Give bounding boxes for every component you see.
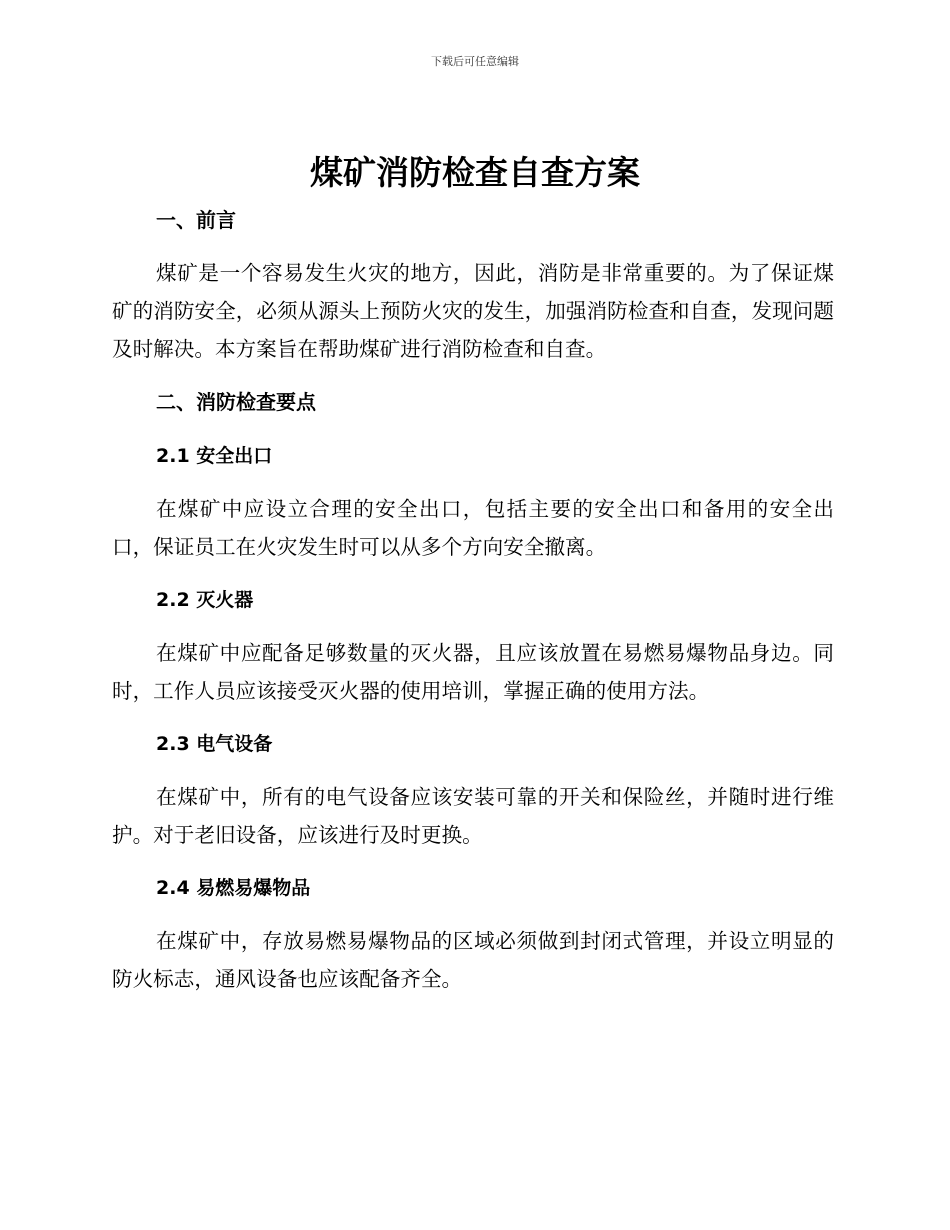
subsection-heading-flammables: 2.4 易燃易爆物品 bbox=[156, 877, 311, 899]
page-header-note: 下载后可任意编辑 bbox=[431, 55, 519, 68]
paragraph-electrical: 在煤矿中，所有的电气设备应该安装可靠的开关和保险丝，并随时进行维护。对于老旧设备，应该进行及时更换。 bbox=[112, 785, 834, 847]
paragraph-preface: 煤矿是一个容易发生火灾的地方，因此，消防是非常重要的。为了保证煤矿的消防安全，必须从源头上预防火灾的发生，加强消防检查和自查，发现问题及时解决。本方案旨在帮助煤矿进行消防检查和自查。 bbox=[112, 261, 834, 361]
subsection-heading-extinguishers: 2.2 灭火器 bbox=[156, 589, 254, 611]
paragraph-flammables: 在煤矿中，存放易燃易爆物品的区域必须做到封闭式管理，并设立明显的防火标志，通风设备也应该配备齐全。 bbox=[112, 929, 834, 991]
subsection-heading-electrical: 2.3 电气设备 bbox=[156, 733, 273, 755]
subsection-heading-safety-exits: 2.1 安全出口 bbox=[156, 445, 273, 467]
paragraph-extinguishers: 在煤矿中应配备足够数量的灭火器，且应该放置在易燃易爆物品身边。同时，工作人员应该接受灭火器的使用培训，掌握正确的使用方法。 bbox=[112, 641, 834, 703]
section-heading-inspection-points: 二、消防检查要点 bbox=[156, 390, 316, 414]
document-title: 煤矿消防检查自查方案 bbox=[310, 153, 640, 192]
section-heading-preface: 一、前言 bbox=[156, 208, 236, 232]
paragraph-safety-exits: 在煤矿中应设立合理的安全出口，包括主要的安全出口和备用的安全出口，保证员工在火灾发生时可以从多个方向安全撤离。 bbox=[112, 497, 834, 559]
document-body bbox=[112, 200, 834, 998]
